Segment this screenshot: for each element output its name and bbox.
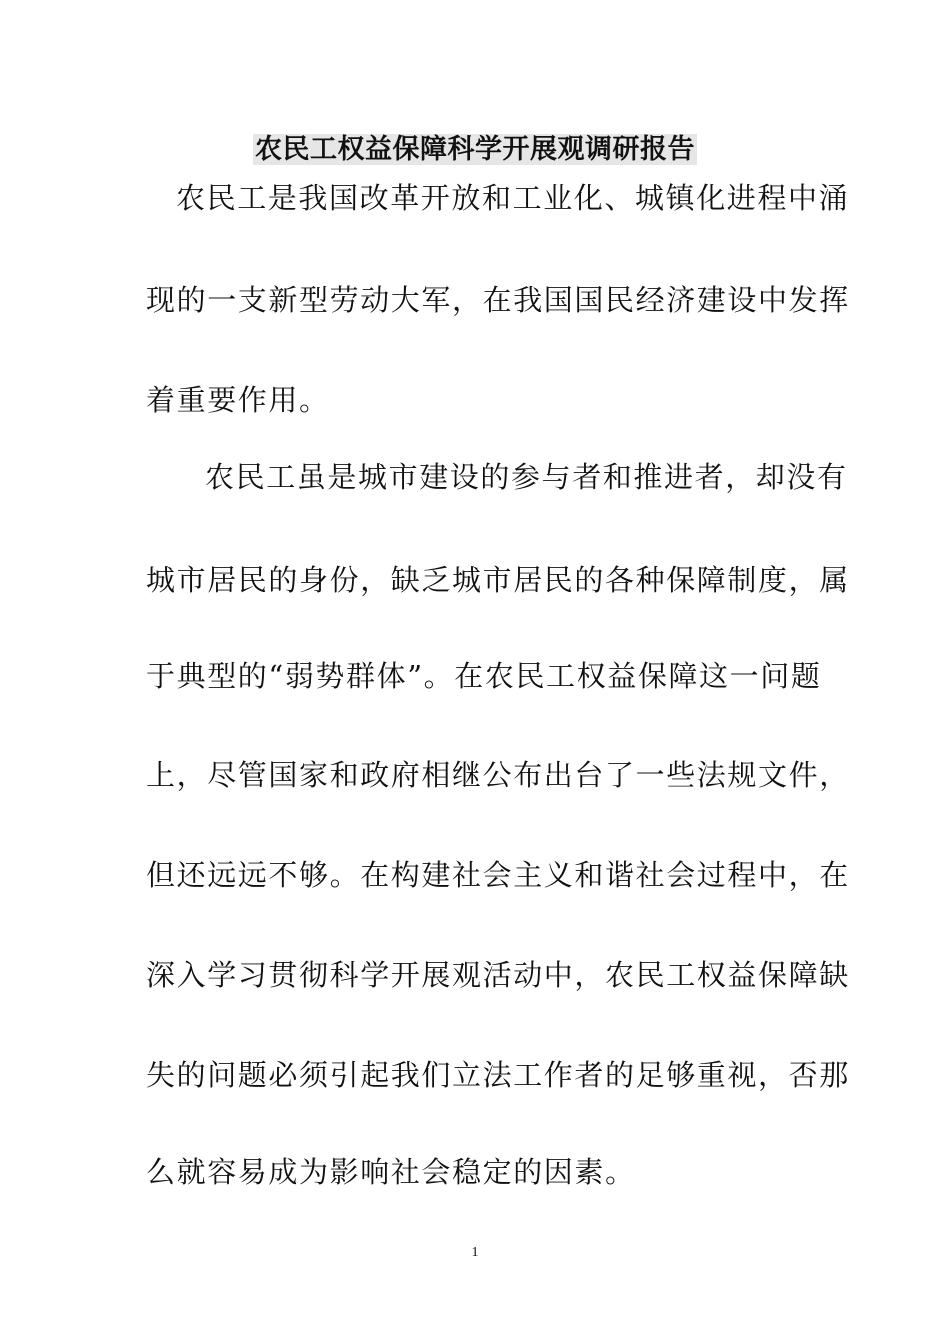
paragraph-1-line-1: 农民工是我国改革开放和工业化、城镇化进程中涌 — [176, 181, 850, 215]
paragraph-2-line-2: 城市居民的身份，缺乏城市居民的各种保障制度，属 — [146, 563, 850, 597]
page-number: 1 — [471, 1245, 479, 1260]
paragraph-2-line-3: 于典型的“弱势群体”。在农民工权益保障这一问题 — [146, 659, 822, 693]
paragraph-1-line-3: 着重要作用。 — [146, 383, 330, 417]
paragraph-2-line-8: 么就容易成为影响社会稳定的因素。 — [146, 1155, 636, 1189]
paragraph-2-line-7: 失的问题必须引起我们立法工作者的足够重视，否那 — [146, 1058, 850, 1092]
document-title-text: 农民工权益保障科学开展观调研报告 — [255, 134, 695, 165]
document-title — [0, 132, 950, 168]
paragraph-2-line-1: 农民工虽是城市建设的参与者和推进者，却没有 — [205, 460, 848, 494]
paragraph-2-line-5: 但还远远不够。在构建社会主义和谐社会过程中，在 — [146, 858, 850, 892]
paragraph-1-line-2: 现的一支新型劳动大军，在我国国民经济建设中发挥 — [146, 283, 850, 317]
paragraph-2-line-4: 上，尽管国家和政府相继公布出台了一些法规文件， — [146, 758, 850, 792]
paragraph-2-line-6: 深入学习贯彻科学开展观活动中，农民工权益保障缺 — [146, 958, 850, 992]
